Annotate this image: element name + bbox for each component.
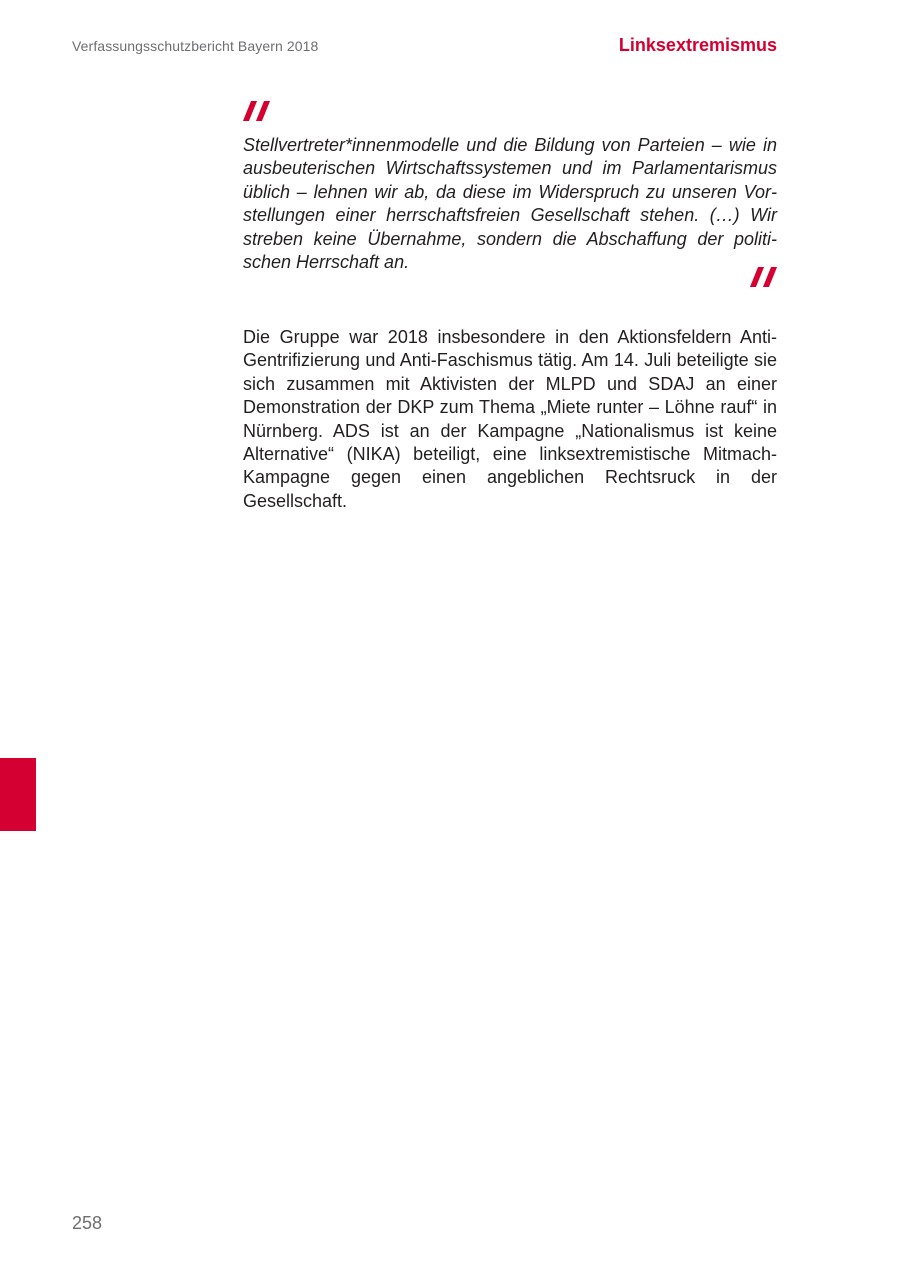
chapter-side-tab [0, 758, 36, 831]
closing-quote-icon [750, 267, 776, 289]
opening-quote-icon [243, 101, 269, 123]
body-paragraph: Die Gruppe war 2018 insbesondere in den Aktionsfeldern Anti-Gentrifizierung und Anti-Faschismus tätig. Am 14. Juli beteiligte sie sich zusammen mit Aktivisten der MLPD und SDAJ an einer Demonstration der DKP zum Thema „Miete runter – Löhne rauf“ in Nürnberg. ADS ist an der Kampagne „Nationalismus ist keine Alternative“ (NIKA) beteiligt, eine linksextremistische Mitmach-Kampagne gegen einen angeblichen Rechtsruck in der Gesellschaft. [243, 327, 777, 511]
quote-text: Stellvertreter*innenmodelle und die Bildung von Parteien – wie in ausbeuterischen Wirtschaftssystemen und im Parlamentarismus üblich – lehnen wir ab, da diese im Widerspruch zu unseren Vorstellungen einer herrschaftsfreien Gesellschaft stehen. (…) Wir streben keine Übernahme, sondern die Abschaffung der politischen Herrschaft an. [243, 135, 777, 273]
page-number: 258 [72, 1213, 103, 1233]
document-title: Verfassungsschutzbericht Bayern 2018 [72, 38, 319, 54]
section-title: Linksextremismus [618, 35, 777, 55]
